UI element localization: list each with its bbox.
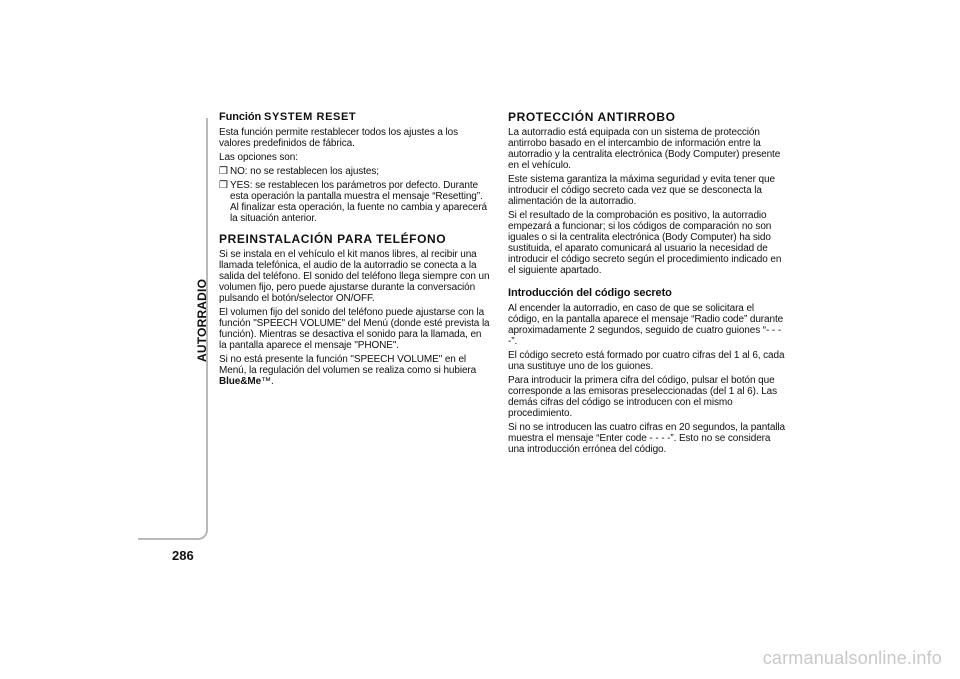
- phone-preinstall-heading: PREINSTALACIÓN PARA TELÉFONO: [219, 232, 447, 246]
- paragraph-text: Si no está presente la función "SPEECH VOLUME" en el Menú, la regulación del volumen se realiza como si hubiera: [219, 354, 477, 376]
- paragraph-suffix: ™.: [261, 376, 274, 387]
- anti-theft-heading: PROTECCIÓN ANTIRROBO: [508, 110, 676, 124]
- paragraph: El volumen fijo del sonido del teléfono puede ajustarse con la función "SPEECH VOLUME" del Menú (donde esté prevista la función). Mientras se desactiva el sonido para la llamada, en la pantalla aparece el mensaje "PHONE".: [219, 307, 490, 351]
- paragraph: Para introducir la primera cifra del código, pulsar el botón que corresponde a las emisoras preseleccionadas (del 1 al 6). Las demás cifras del código se introducen con el mismo procedimiento.: [508, 375, 778, 419]
- left-column: [219, 112, 491, 390]
- paragraph: Si se instala en el vehículo el kit manos libres, al recibir una llamada telefónica, el audio de la autorradio se conecta a la salida del teléfono. El sonido del teléfono llega siempre con un volumen fijo, pero puede ajustarse durante la conversación pulsando el botón/selector ON/OFF.: [219, 249, 490, 304]
- page-number: 286: [172, 548, 194, 563]
- list-item: [219, 180, 491, 224]
- checkbox-bullet-icon: ❒: [219, 180, 228, 191]
- paragraph: [219, 354, 491, 387]
- watermark: carmanualsonline.info: [762, 648, 942, 668]
- heading-prefix: Función: [219, 111, 262, 123]
- code-entry-heading: Introducción del código secreto: [508, 287, 672, 299]
- brand-name: Blue&Me: [219, 376, 262, 387]
- paragraph: Si no se introducen las cuatro cifras en 20 segundos, la pantalla muestra el mensaje “Enter code - - - -”. Esto no se considera una introducción errónea del código.: [508, 422, 786, 455]
- list-item: [219, 166, 491, 177]
- heading-caps: SYSTEM RESET: [264, 111, 357, 123]
- paragraph: La autorradio está equipada con un sistema de protección antirrobo basado en el intercambio de información entre la autorradio y la centralita electrónica (Body Computer) presente en el vehículo.: [508, 127, 781, 171]
- checkbox-bullet-icon: ❒: [219, 166, 228, 177]
- right-column: [508, 112, 786, 458]
- paragraph: Este sistema garantiza la máxima seguridad y evita tener que introducir el código secreto cada vez que se desconecta la alimentación de la autorradio.: [508, 174, 775, 207]
- paragraph: Al encender la autorradio, en caso de que se solicitara el código, en la pantalla aparece el mensaje “Radio code” durante aproximadamente 2 segundos, seguido de cuatro guiones “- - - -”.: [508, 303, 784, 347]
- paragraph: Esta función permite restablecer todos los ajustes a los valores predefinidos de fábrica.: [219, 127, 458, 149]
- list-item-text: NO: no se restablecen los ajustes;: [230, 166, 379, 177]
- paragraph: Las opciones son:: [219, 152, 298, 163]
- section-label: AUTORRADIO: [195, 278, 209, 362]
- system-reset-heading: [219, 112, 491, 123]
- paragraph: El código secreto está formado por cuatro cifras del 1 al 6, cada una sustituye uno de los guiones.: [508, 350, 785, 372]
- list-item-text: YES: se restablecen los parámetros por defecto. Durante esta operación la pantalla muestra el mensaje “Resetting”. Al finalizar esta operación, la fuente no cambia y aparecerá la situación anterior.: [230, 180, 487, 224]
- paragraph: Si el resultado de la comprobación es positivo, la autorradio empezará a funcionar; si los códigos de comparación no son iguales o si la centralita electrónica (Body Computer) ha sido sustituida, el aparato comunicará al usuario la necesidad de introducir el código secreto según el procedimiento indicado en el siguiente apartado.: [508, 210, 782, 276]
